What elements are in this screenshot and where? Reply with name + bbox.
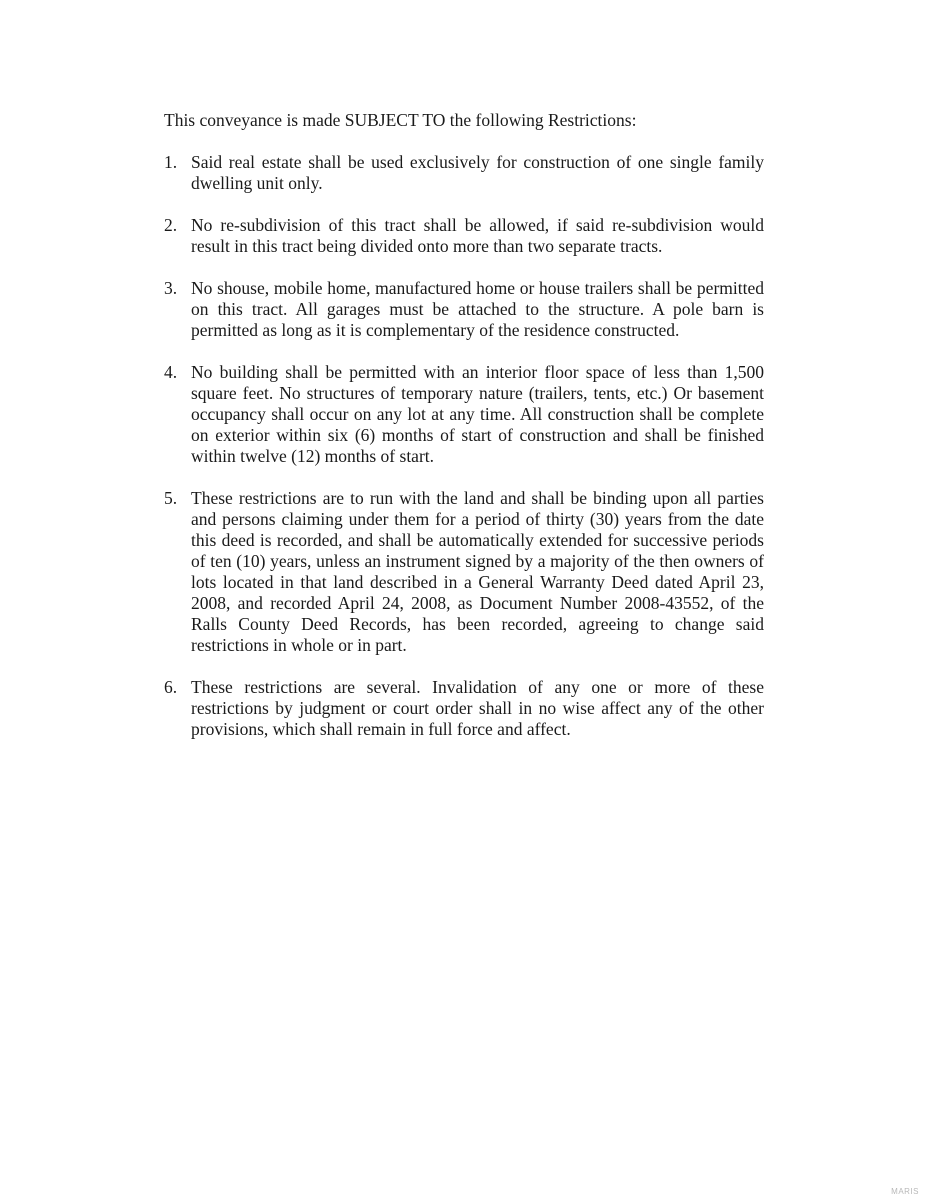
restriction-item	[164, 488, 764, 656]
restriction-item	[164, 215, 764, 257]
restriction-item	[164, 677, 764, 740]
restriction-item	[164, 152, 764, 194]
restriction-text: These restrictions are to run with the land and shall be binding upon all parties and persons claiming under them for a period of thirty (30) years from the date this deed is recorded, and shall be automatically extended for successive periods of ten (10) years, unless an instrument signed by a majority of the then owners of lots located in that land described in a General Warranty Deed dated April 23, 2008, and recorded April 24, 2008, as Document Number 2008-43552, of the Ralls County Deed Records, has been recorded, agreeing to change said restrictions in whole or in part.	[191, 488, 764, 655]
restriction-text: No building shall be permitted with an interior floor space of less than 1,500 square feet. No structures of temporary nature (trailers, tents, etc.) Or basement occupancy shall occur on any lot at any time. All construction shall be complete on exterior within six (6) months of start of construction and shall be finished within twelve (12) months of start.	[191, 362, 764, 466]
restriction-text: No shouse, mobile home, manufactured home or house trailers shall be permitted on this tract. All garages must be attached to the structure. A pole barn is permitted as long as it is complementary of the residence constructed.	[191, 278, 764, 340]
restrictions-list	[164, 152, 764, 761]
restriction-text: Said real estate shall be used exclusively for construction of one single family dwelling unit only.	[191, 152, 764, 193]
restriction-text: These restrictions are several. Invalidation of any one or more of these restrictions by judgment or court order shall in no wise affect any of the other provisions, which shall remain in full force and affect.	[191, 677, 764, 739]
restriction-number: 2.	[164, 215, 178, 235]
intro-paragraph: This conveyance is made SUBJECT TO the following Restrictions:	[164, 110, 637, 130]
restriction-number: 1.	[164, 152, 178, 172]
restriction-item	[164, 362, 764, 467]
restriction-number: 5.	[164, 488, 178, 508]
restriction-number: 4.	[164, 362, 178, 382]
restriction-item	[164, 278, 764, 341]
restriction-number: 6.	[164, 677, 178, 697]
maris-watermark: MARIS	[891, 1187, 919, 1196]
restriction-text: No re-subdivision of this tract shall be allowed, if said re-subdivision would result in this tract being divided onto more than two separate tracts.	[191, 215, 764, 256]
restriction-number: 3.	[164, 278, 178, 298]
